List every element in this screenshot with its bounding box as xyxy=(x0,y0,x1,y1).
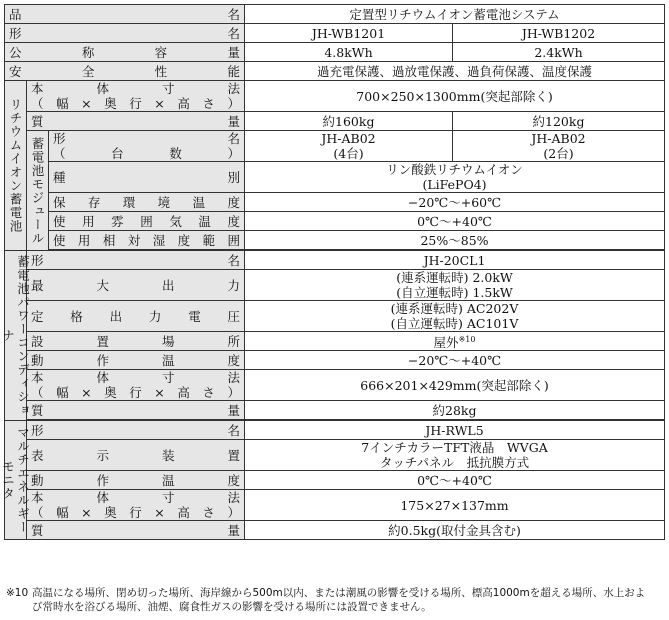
value-pcs-op-temp: −20℃〜+40℃ xyxy=(245,351,665,370)
footnote-mark: ※10 xyxy=(6,587,29,599)
label-monitor-dims xyxy=(27,490,245,521)
value-monitor-dims: 175×27×137mm xyxy=(245,490,665,521)
label-pcs-mass xyxy=(27,401,245,420)
spread-label: （ 台 数 ） xyxy=(53,146,240,161)
label-module-model xyxy=(49,131,245,162)
row-module-humidity xyxy=(5,231,665,250)
row-safety xyxy=(5,62,665,81)
value-model-1: JH-WB1201 xyxy=(245,24,453,43)
row-pcs-model xyxy=(5,251,665,270)
row-monitor-mass xyxy=(5,521,665,540)
row-battery-mass xyxy=(5,112,665,131)
spread-label: （ 幅 × 奥 行 × 高 さ ） xyxy=(31,385,240,401)
spread-label: 形 名 xyxy=(31,422,240,438)
spread-label: 質 量 xyxy=(31,402,240,418)
group-label-battery: リチウムイオン蓄電池 xyxy=(5,81,27,251)
spread-label: 公 称 容 量 xyxy=(9,44,240,60)
spread-label: 保 存 環 境 温 度 xyxy=(53,194,240,210)
footnote-ref: ※10 xyxy=(458,335,476,344)
row-module-ambient-temp xyxy=(5,212,665,231)
row-module-model xyxy=(5,131,665,162)
value-line: (LiFePO4) xyxy=(422,177,487,192)
value-ambient-temp: 0℃〜+40℃ xyxy=(245,212,665,231)
value-pcs-model: JH-20CL1 xyxy=(245,251,665,270)
value-safety: 過充電保護、過放電保護、過負荷保護、温度保護 xyxy=(245,62,665,81)
value-line: タッチパネル 抵抗膜方式 xyxy=(379,455,530,471)
value-display xyxy=(245,440,665,471)
row-monitor-display xyxy=(5,440,665,471)
value-line: (連系運転時) 2.0kW xyxy=(396,270,513,285)
row-monitor-op-temp xyxy=(5,471,665,490)
row-monitor-dims xyxy=(5,490,665,521)
label-module-type xyxy=(49,162,245,193)
spread-label: 表 示 装 置 xyxy=(31,447,240,463)
value-storage-temp: −20℃〜+60℃ xyxy=(245,193,665,212)
spread-label: 形 名 xyxy=(53,131,240,146)
label-monitor-mass xyxy=(27,521,245,540)
row-battery-dims xyxy=(5,81,665,112)
spread-label: 形 名 xyxy=(9,25,240,41)
row-module-storage-temp xyxy=(5,193,665,212)
value-line: JH-AB02 xyxy=(531,131,586,146)
label-safety xyxy=(5,62,245,81)
value-line: (自立運転時) AC101V xyxy=(390,316,519,331)
label-product-name xyxy=(5,5,245,24)
spec-sheet xyxy=(0,4,664,540)
spread-label: 本 体 寸 法 xyxy=(31,81,240,96)
spread-label: 質 量 xyxy=(31,522,240,538)
spread-label: 定 格 出 力 電 圧 xyxy=(31,308,240,324)
value-battery-mass-2: 約120kg xyxy=(453,112,665,131)
value-module-model-2 xyxy=(453,131,665,162)
value-pcs-dims: 666×201×429mm(突起部除く) xyxy=(245,370,665,401)
row-pcs-dims xyxy=(5,370,665,401)
label-capacity xyxy=(5,43,245,62)
value-capacity-2: 2.4kWh xyxy=(453,43,665,62)
value-line: 7インチカラーTFT液晶 WVGA xyxy=(361,440,548,456)
label-monitor-model xyxy=(27,421,245,440)
spread-label: 本 体 寸 法 xyxy=(31,370,240,386)
spread-label: 本 体 寸 法 xyxy=(31,490,240,506)
label-battery-mass xyxy=(27,112,245,131)
value-module-model-1 xyxy=(245,131,453,162)
row-pcs-mass xyxy=(5,401,665,420)
spec-table xyxy=(0,4,665,540)
footnote-text: び常時水を浴びる場所、油煙、腐食性ガスの影響を受ける場所には設置できません。 xyxy=(32,601,432,613)
value-location xyxy=(245,332,665,351)
row-module-type xyxy=(5,162,665,193)
footnote-text: 高温になる場所、閉め切った場所、海岸線から500m以内、または潮風の影響を受ける場所、標高1000mを超える場所、水上およ xyxy=(32,587,646,599)
value-text: 屋外 xyxy=(433,335,459,351)
spread-label: 動 作 温 度 xyxy=(31,352,240,368)
spread-label: （ 幅 × 奥 行 × 高 さ ） xyxy=(31,505,240,521)
value-monitor-model: JH-RWL5 xyxy=(245,421,665,440)
group-label-pcs: 蓄電池パワーコンディショナ xyxy=(5,251,27,421)
label-humidity xyxy=(49,231,245,250)
group-label-monitor: マルチエネルギーモニタ xyxy=(5,421,27,540)
value-monitor-op-temp: 0℃〜+40℃ xyxy=(245,471,665,490)
label-ambient-temp xyxy=(49,212,245,231)
row-capacity xyxy=(5,43,665,62)
value-line: (2台) xyxy=(543,146,574,161)
spread-label: 品 名 xyxy=(9,6,240,22)
value-battery-mass-1: 約160kg xyxy=(245,112,453,131)
footnote-line-1 xyxy=(6,586,666,600)
value-battery-dims: 700×250×1300mm(突起部除く) xyxy=(245,81,665,112)
label-pcs-op-temp xyxy=(27,351,245,370)
spread-label: 動 作 温 度 xyxy=(31,472,240,488)
value-capacity-1: 4.8kWh xyxy=(245,43,453,62)
label-location xyxy=(27,332,245,351)
value-monitor-mass: 約0.5kg(取付金具含む) xyxy=(245,521,665,540)
row-model-name xyxy=(5,24,665,43)
row-product-name xyxy=(5,5,665,24)
label-monitor-op-temp xyxy=(27,471,245,490)
row-pcs-rated-voltage xyxy=(5,301,665,332)
value-rated-voltage xyxy=(245,301,665,332)
value-line: JH-AB02 xyxy=(321,131,376,146)
spread-label: 使 用 雰 囲 気 温 度 xyxy=(53,213,240,229)
row-pcs-max-output xyxy=(5,270,665,301)
label-pcs-dims xyxy=(27,370,245,401)
spread-label: 形 名 xyxy=(31,252,240,268)
value-humidity: 25%〜85% xyxy=(245,231,665,250)
value-line: (連系運転時) AC202V xyxy=(390,301,519,316)
spread-label: 使 用 相 対 湿 度 範 囲 xyxy=(53,232,240,248)
label-model-name xyxy=(5,24,245,43)
spread-label: 最 大 出 力 xyxy=(31,277,240,293)
spread-label: 質 量 xyxy=(31,113,240,129)
label-battery-dims xyxy=(27,81,245,112)
spread-label: 設 置 場 所 xyxy=(31,333,240,349)
row-pcs-location xyxy=(5,332,665,351)
group-label-module: 蓄電池モジュール xyxy=(27,131,49,251)
footnote xyxy=(6,586,666,614)
row-monitor-model xyxy=(5,421,665,440)
value-max-output xyxy=(245,270,665,301)
value-line: リン酸鉄リチウムイオン xyxy=(386,162,523,177)
value-product-name: 定置型リチウムイオン蓄電池システム xyxy=(245,5,665,24)
spread-label: 安 全 性 能 xyxy=(9,63,240,79)
value-module-type xyxy=(245,162,665,193)
label-storage-temp xyxy=(49,193,245,212)
value-line: (自立運転時) 1.5kW xyxy=(396,285,513,300)
label-max-output xyxy=(27,270,245,301)
label-rated-voltage xyxy=(27,301,245,332)
row-pcs-op-temp xyxy=(5,351,665,370)
spread-label: 種 別 xyxy=(53,169,240,185)
value-line: (4台) xyxy=(333,146,364,161)
spread-label: （ 幅 × 奥 行 × 高 さ ） xyxy=(31,96,240,111)
value-pcs-mass: 約28kg xyxy=(245,401,665,420)
label-pcs-model xyxy=(27,251,245,270)
value-model-2: JH-WB1202 xyxy=(453,24,665,43)
label-display xyxy=(27,440,245,471)
footnote-line-2 xyxy=(6,600,666,614)
